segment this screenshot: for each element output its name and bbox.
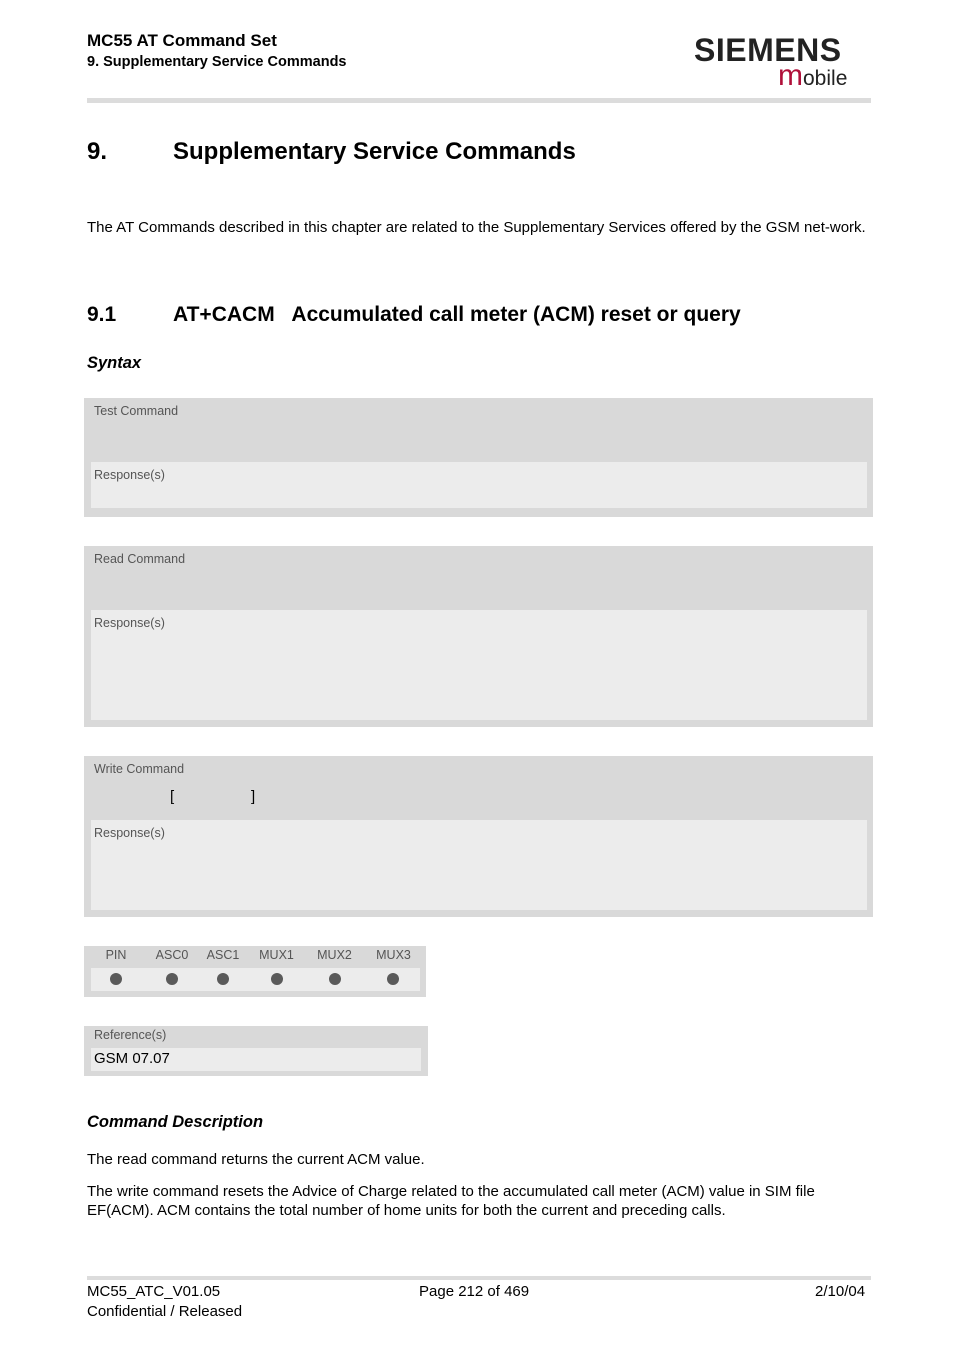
interface-header-mux3: MUX3 (376, 948, 411, 962)
reference-value-area (91, 1048, 421, 1071)
write-command-label: Write Command (94, 762, 185, 776)
write-bracket-open: [ (170, 788, 175, 805)
reference-label: Reference(s) (94, 1028, 167, 1042)
section-heading (87, 303, 741, 327)
interface-availability-row (91, 968, 420, 991)
asc0-available-icon (166, 973, 178, 985)
chapter-title: Supplementary Service Commands (173, 138, 576, 165)
command-description-heading: Command Description (87, 1113, 264, 1131)
section-title: AT+CACM Accumulated call meter (ACM) reset or query (173, 303, 741, 326)
footer-status: Confidential / Released (87, 1303, 243, 1320)
syntax-heading: Syntax (87, 354, 142, 372)
mobile-logo-text: obile (803, 67, 848, 90)
interface-header-mux2: MUX2 (317, 948, 352, 962)
interface-header-asc1: ASC1 (206, 948, 240, 962)
footer-doc-id: MC55_ATC_V01.05 (87, 1283, 221, 1300)
write-response-label: Response(s) (94, 826, 165, 840)
chapter-number: 9. (87, 138, 108, 165)
document-chapter-title: 9. Supplementary Service Commands (87, 54, 347, 70)
read-response-label: Response(s) (94, 616, 165, 630)
header-rule (87, 98, 871, 103)
interface-header-pin: PIN (105, 948, 127, 962)
interface-table (84, 946, 426, 997)
test-command-box (84, 398, 873, 517)
interface-header-asc0: ASC0 (155, 948, 189, 962)
asc1-available-icon (217, 973, 229, 985)
chapter-heading (87, 138, 576, 166)
siemens-logo: SIEMENS (694, 32, 842, 68)
footer-rule (87, 1276, 871, 1280)
read-command-label: Read Command (94, 552, 186, 566)
test-response-area (91, 462, 867, 508)
test-response-label: Response(s) (94, 468, 165, 482)
write-command-box (84, 756, 873, 917)
mux3-available-icon (387, 973, 399, 985)
description-paragraph-1: The read command returns the current ACM value. (87, 1151, 425, 1168)
document-title: MC55 AT Command Set (87, 31, 277, 50)
reference-value: GSM 07.07 (94, 1050, 170, 1067)
read-response-area (91, 610, 867, 720)
chapter-intro: The AT Commands described in this chapter are related to the Supplementary Services offered by the GSM net-work. (87, 219, 866, 236)
mux2-available-icon (329, 973, 341, 985)
test-command-label: Test Command (94, 404, 179, 418)
read-command-box (84, 546, 873, 727)
write-bracket-close: ] (251, 788, 256, 805)
write-response-area (91, 820, 867, 910)
mux1-available-icon (271, 973, 283, 985)
mobile-logo (778, 59, 848, 92)
footer-date: 2/10/04 (815, 1283, 866, 1300)
reference-box (84, 1026, 428, 1076)
description-paragraph-2: The write command resets the Advice of Charge related to the accumulated call meter (ACM) value in SIM file EF(ACM). ACM contains the total number of home units for both the current and preceding calls. (87, 1183, 815, 1219)
pin-available-icon (110, 973, 122, 985)
footer-page-number: Page 212 of 469 (419, 1283, 530, 1300)
section-number: 9.1 (87, 303, 117, 326)
mobile-logo-m: m (778, 59, 803, 92)
interface-header-mux1: MUX1 (259, 948, 294, 962)
